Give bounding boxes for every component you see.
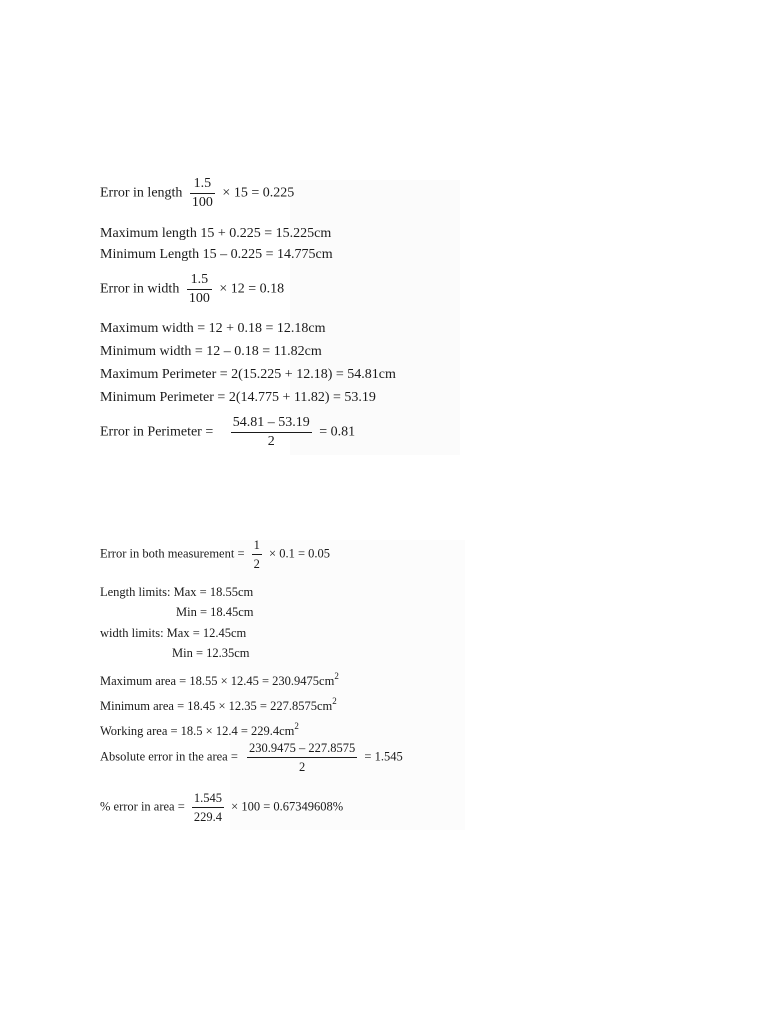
fraction bbox=[187, 272, 212, 307]
superscript: 2 bbox=[294, 721, 299, 731]
width-limits-max-line: width limits: Max = 12.45cm bbox=[100, 626, 247, 640]
scan-shading bbox=[290, 180, 460, 455]
error-in-perimeter-line bbox=[100, 415, 355, 450]
numerator: 1.5 bbox=[190, 176, 215, 194]
fraction bbox=[252, 537, 262, 572]
maximum-area-line bbox=[100, 667, 339, 690]
error-in-width-line bbox=[100, 272, 284, 307]
numerator: 54.81 – 53.19 bbox=[231, 415, 312, 433]
denominator: 2 bbox=[267, 434, 275, 449]
fraction bbox=[247, 740, 357, 775]
numerator: 1 bbox=[252, 537, 262, 555]
length-limits-max-line: Length limits: Max = 18.55cm bbox=[100, 585, 254, 599]
superscript: 2 bbox=[332, 696, 337, 706]
label: Error in length bbox=[100, 185, 183, 201]
numerator: 1.5 bbox=[187, 272, 212, 290]
maximum-perimeter-line: Maximum Perimeter = 2(15.225 + 12.18) = 54.81cm bbox=[100, 367, 396, 382]
denominator: 2 bbox=[253, 557, 260, 571]
minimum-area-line bbox=[100, 692, 337, 715]
fraction bbox=[190, 176, 215, 211]
expression: Minimum area = 18.45 × 12.35 = 227.8575cm bbox=[100, 699, 333, 713]
denominator: 100 bbox=[188, 291, 210, 306]
label: Error in both measurement = bbox=[100, 546, 245, 561]
label: Error in Perimeter = bbox=[100, 424, 214, 440]
minimum-perimeter-line: Minimum Perimeter = 2(14.775 + 11.82) = 53.19 bbox=[100, 390, 376, 405]
minimum-width-line: Minimum width = 12 – 0.18 = 11.82cm bbox=[100, 344, 322, 359]
expression: = 1.545 bbox=[364, 749, 403, 764]
label: Error in width bbox=[100, 281, 180, 297]
length-limits-min-line: Min = 18.45cm bbox=[176, 605, 254, 619]
maximum-width-line: Maximum width = 12 + 0.18 = 12.18cm bbox=[100, 321, 326, 336]
superscript: 2 bbox=[334, 671, 339, 681]
maximum-length-line: Maximum length 15 + 0.225 = 15.225cm bbox=[100, 226, 332, 241]
minimum-length-line: Minimum Length 15 – 0.225 = 14.775cm bbox=[100, 247, 333, 262]
fraction bbox=[192, 790, 224, 825]
working-area-line bbox=[100, 717, 299, 740]
error-in-length-line bbox=[100, 176, 294, 211]
denominator: 229.4 bbox=[193, 810, 223, 824]
denominator: 2 bbox=[299, 760, 306, 774]
numerator: 1.545 bbox=[192, 790, 224, 808]
expression: = 0.81 bbox=[319, 424, 356, 440]
error-both-measurement-line bbox=[100, 537, 330, 572]
numerator: 230.9475 – 227.8575 bbox=[247, 740, 357, 758]
absolute-error-line bbox=[100, 740, 403, 775]
expression: × 100 = 0.67349608% bbox=[231, 799, 344, 814]
label: % error in area = bbox=[100, 799, 185, 814]
fraction bbox=[231, 415, 312, 450]
expression: × 0.1 = 0.05 bbox=[269, 546, 330, 561]
label: Absolute error in the area = bbox=[100, 749, 238, 764]
width-limits-min-line: Min = 12.35cm bbox=[172, 646, 250, 660]
denominator: 100 bbox=[191, 195, 213, 210]
expression: × 15 = 0.225 bbox=[222, 185, 295, 201]
percent-error-line bbox=[100, 790, 343, 825]
expression: Maximum area = 18.55 × 12.45 = 230.9475cm bbox=[100, 674, 335, 688]
expression: Working area = 18.5 × 12.4 = 229.4cm bbox=[100, 724, 295, 738]
expression: × 12 = 0.18 bbox=[219, 281, 285, 297]
